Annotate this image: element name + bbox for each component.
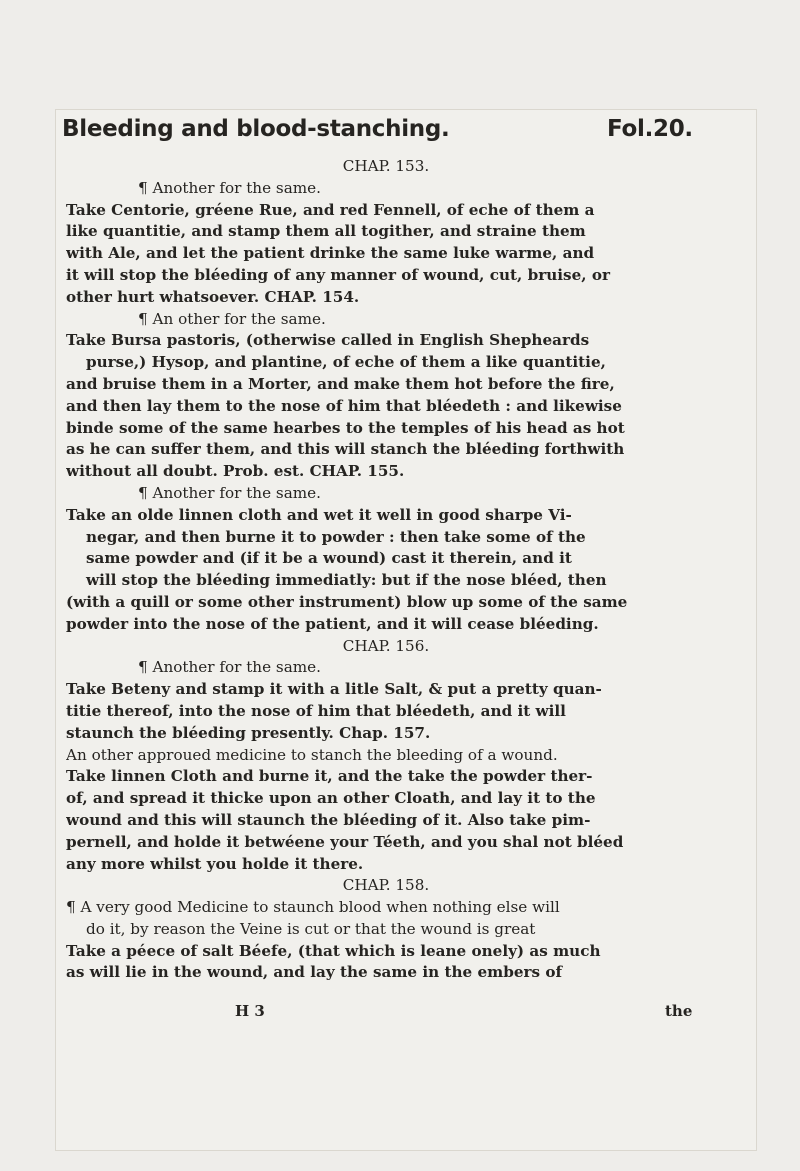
text-line: any more whilst you holde it there. (66, 854, 364, 873)
chapter-heading: CHAP. 153. (342, 157, 430, 175)
text-line: Take an olde linnen cloth and wet it well in good sharpe Vi- (66, 505, 572, 524)
text-line: will stop the bléeding immediatly: but if the nose bléed, then (86, 571, 607, 590)
text-line: as will lie in the wound, and lay the same in the embers of (66, 963, 562, 982)
text-line: it will stop the bléeding of any manner of wound, cut, bruise, or (66, 265, 610, 284)
catchword: the (665, 1002, 693, 1020)
text-line: powder into the nose of the patient, and it will cease bléeding. (66, 614, 599, 633)
text-line: wound and this will staunch the bléeding of it. Also take pim- (66, 810, 591, 829)
running-header (62, 116, 702, 142)
body-text (66, 156, 706, 984)
text-line: pernell, and holde it betwéene your Téeth, and you shal not bléed (66, 832, 624, 851)
section-rubric: ¶ An other for the same. (138, 309, 326, 328)
text-line: staunch the bléeding presently. Chap. 157. (66, 723, 431, 742)
text-line: Take Centorie, gréene Rue, and red Fennell, of eche of them a (66, 200, 595, 219)
section-rubric: ¶ Another for the same. (138, 178, 321, 197)
text-line: Take Bursa pastoris, (otherwise called in English Shepheards (66, 331, 590, 350)
text-line: (with a quill or some other instrument) blow up some of the same (66, 592, 628, 611)
text-line: of, and spread it thicke upon an other Cloath, and lay it to the (66, 789, 596, 808)
section-rubric: ¶ A very good Medicine to staunch blood when nothing else will (66, 898, 560, 917)
text-line: titie thereof, into the nose of him that bléedeth, and it will (66, 701, 566, 720)
text-line: Take linnen Cloth and burne it, and the take the powder ther- (66, 767, 593, 786)
text-line: same powder and (if it be a wound) cast it therein, and it (86, 549, 572, 568)
text-line: purse,) Hysop, and plantine, of eche of them a like quantitie, (86, 353, 606, 372)
text-line: and then lay them to the nose of him that bléedeth : and likewise (66, 396, 622, 415)
header-title: Bleeding and blood-stanching. (62, 116, 450, 142)
text-line: negar, and then burne it to powder : then take some of the (86, 527, 586, 546)
text-line: binde some of the same hearbes to the temples of his head as hot (66, 418, 625, 437)
text-line: as he can suffer them, and this will stanch the bléeding forthwith (66, 440, 625, 459)
text-line: Take Beteny and stamp it with a litle Salt, & put a pretty quan- (66, 680, 602, 699)
section-rubric: An other approued medicine to stanch the bleeding of a wound. (66, 745, 558, 764)
chapter-heading: CHAP. 158. (342, 876, 430, 895)
text-line: Take a péece of salt Béefe, (that which is leane onely) as much (66, 941, 601, 960)
text-line: without all doubt. Prob. est. CHAP. 155. (66, 462, 405, 481)
text-line: like quantitie, and stamp them all togither, and straine them (66, 222, 586, 241)
text-line: with Ale, and let the patient drinke the same luke warme, and (66, 244, 595, 263)
section-rubric: ¶ Another for the same. (138, 658, 321, 677)
folio-number: Fol.20. (607, 116, 693, 142)
text-line: and bruise them in a Morter, and make them hot before the fire, (66, 374, 615, 393)
section-rubric: do it, by reason the Veine is cut or that the wound is great (86, 919, 536, 938)
signature-mark: H 3 (235, 1002, 265, 1020)
chapter-heading: CHAP. 156. (342, 636, 430, 655)
section-rubric: ¶ Another for the same. (138, 483, 321, 502)
text-line: other hurt whatsoever. CHAP. 154. (66, 287, 360, 306)
